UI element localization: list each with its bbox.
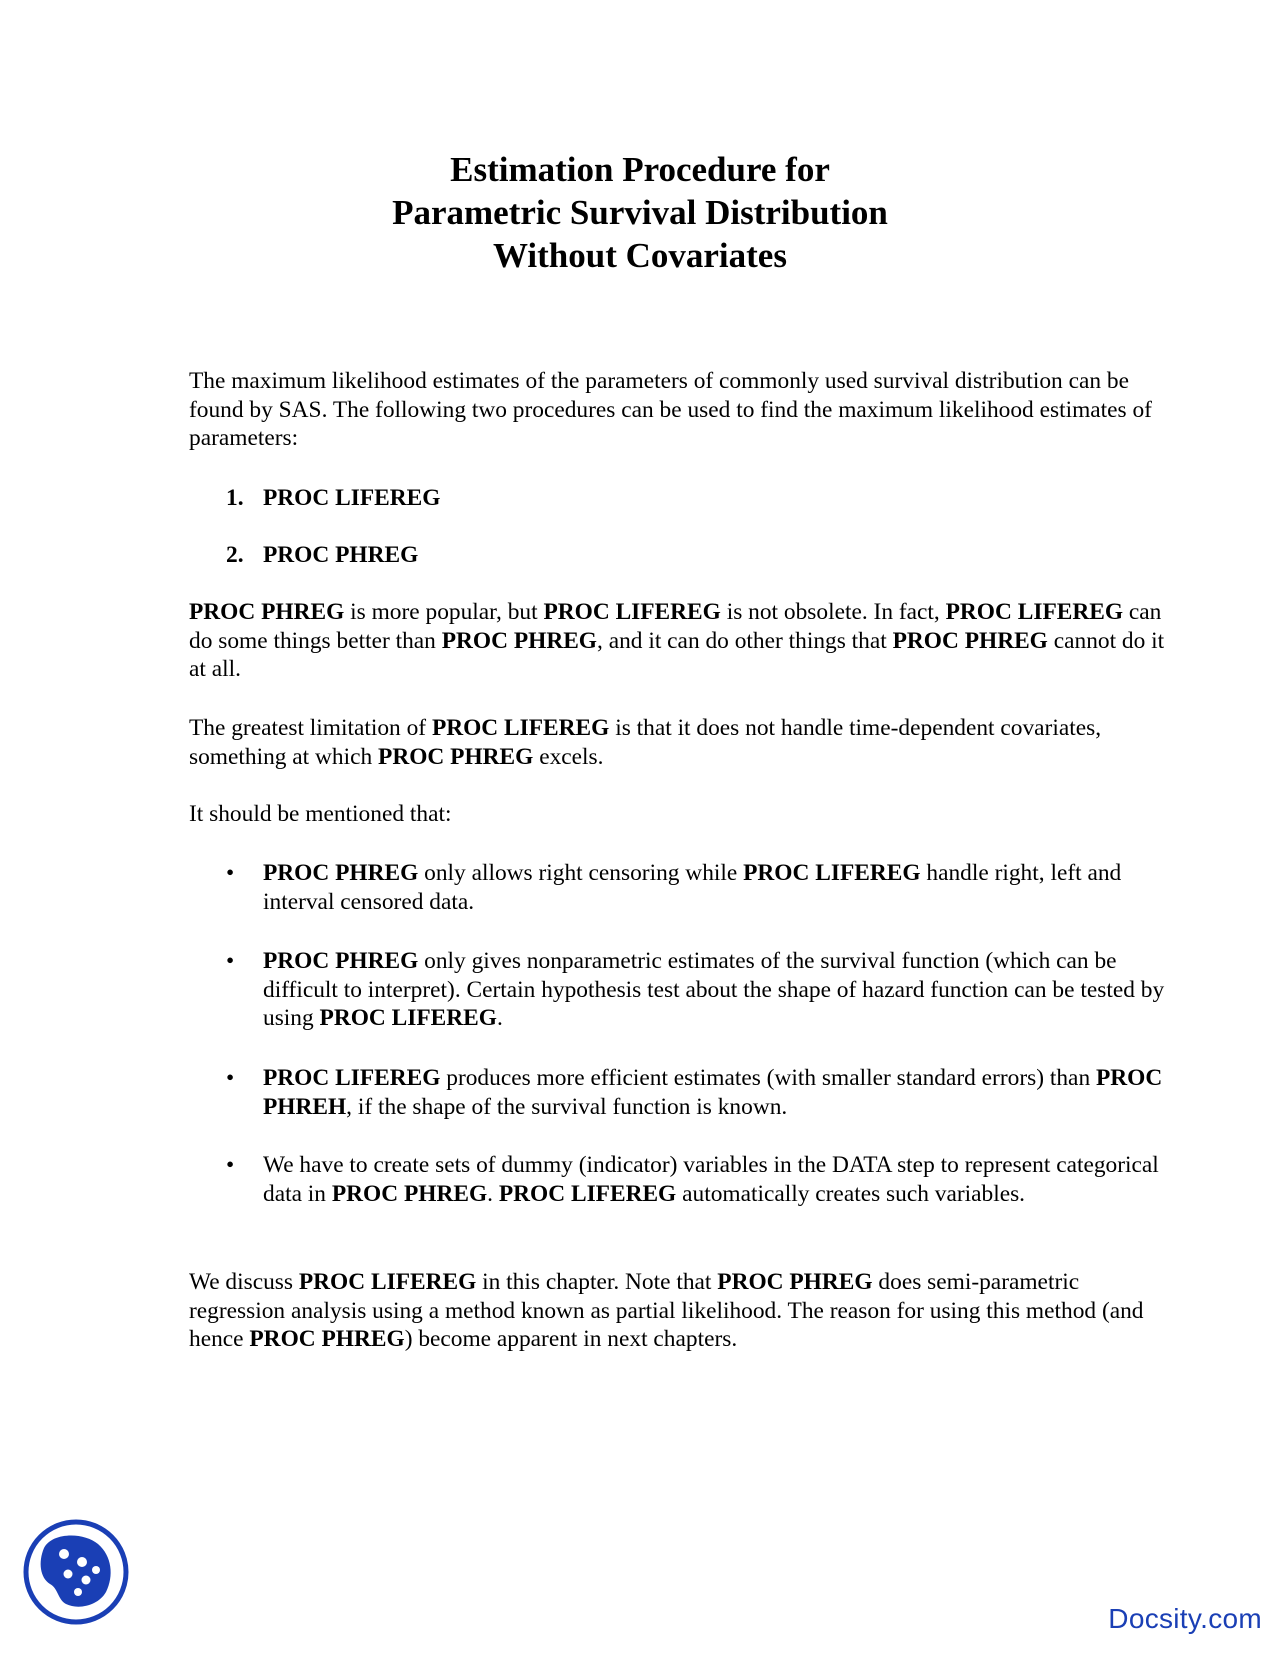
procedure-list-item	[226, 541, 418, 570]
docsity-logo-svg	[22, 1518, 130, 1626]
list-label: PROC LIFEREG	[263, 485, 441, 511]
title-line-3: Without Covariates	[493, 236, 787, 275]
title-line-2: Parametric Survival Distribution	[392, 193, 888, 232]
procedure-list-item	[226, 484, 440, 513]
bullet-icon: •	[226, 1065, 235, 1091]
bullet-text: PROC PHREG only allows right censoring while PROC LIFEREG handle right, left and interval censored data.	[263, 860, 1122, 915]
list-label: PROC PHREG	[263, 542, 419, 568]
docsity-logo-icon[interactable]	[22, 1518, 130, 1626]
docsity-brand-link[interactable]: Docsity.com	[1108, 1603, 1262, 1634]
closing-paragraph: We discuss PROC LIFEREG in this chapter. Note that PROC PHREG does semi-parametric regression analysis using a method known as partial likelihood. The reason for using this method (and hence PROC PHREG) become apparent in next chapters.	[189, 1269, 1144, 1352]
bullet-icon: •	[226, 948, 235, 974]
list-number: 2.	[226, 542, 244, 568]
limitation-paragraph: The greatest limitation of PROC LIFEREG is that it does not handle time-dependent covariates, something at which PROC PHREG excels.	[189, 715, 1102, 770]
list-number: 1.	[226, 485, 244, 511]
bullet-text: PROC PHREG only gives nonparametric estimates of the survival function (which can be difficult to interpret). Certain hypothesis test about the shape of hazard function can be tested by using PROC LIFEREG.	[263, 948, 1165, 1031]
intro-paragraph: The maximum likelihood estimates of the parameters of commonly used survival distribution can be found by SAS. The following two procedures can be used to find the maximum likelihood estimates of parameters:	[189, 368, 1152, 451]
bullet-icon: •	[226, 860, 235, 886]
title-line-1: Estimation Procedure for	[450, 150, 830, 189]
mention-paragraph: It should be mentioned that:	[189, 801, 452, 827]
bullet-text: We have to create sets of dummy (indicator) variables in the DATA step to represent categorical data in PROC PHREG. PROC LIFEREG automatically creates such variables.	[263, 1152, 1159, 1207]
comparison-paragraph: PROC PHREG is more popular, but PROC LIFEREG is not obsolete. In fact, PROC LIFEREG can do some things better than PROC PHREG, and it can do other things that PROC PHREG cannot do it at all.	[189, 599, 1165, 682]
page-title	[0, 148, 1280, 277]
bullet-text: PROC LIFEREG produces more efficient estimates (with smaller standard errors) than PROC PHREH, if the shape of the survival function is known.	[263, 1065, 1163, 1120]
bullet-icon: •	[226, 1152, 235, 1178]
